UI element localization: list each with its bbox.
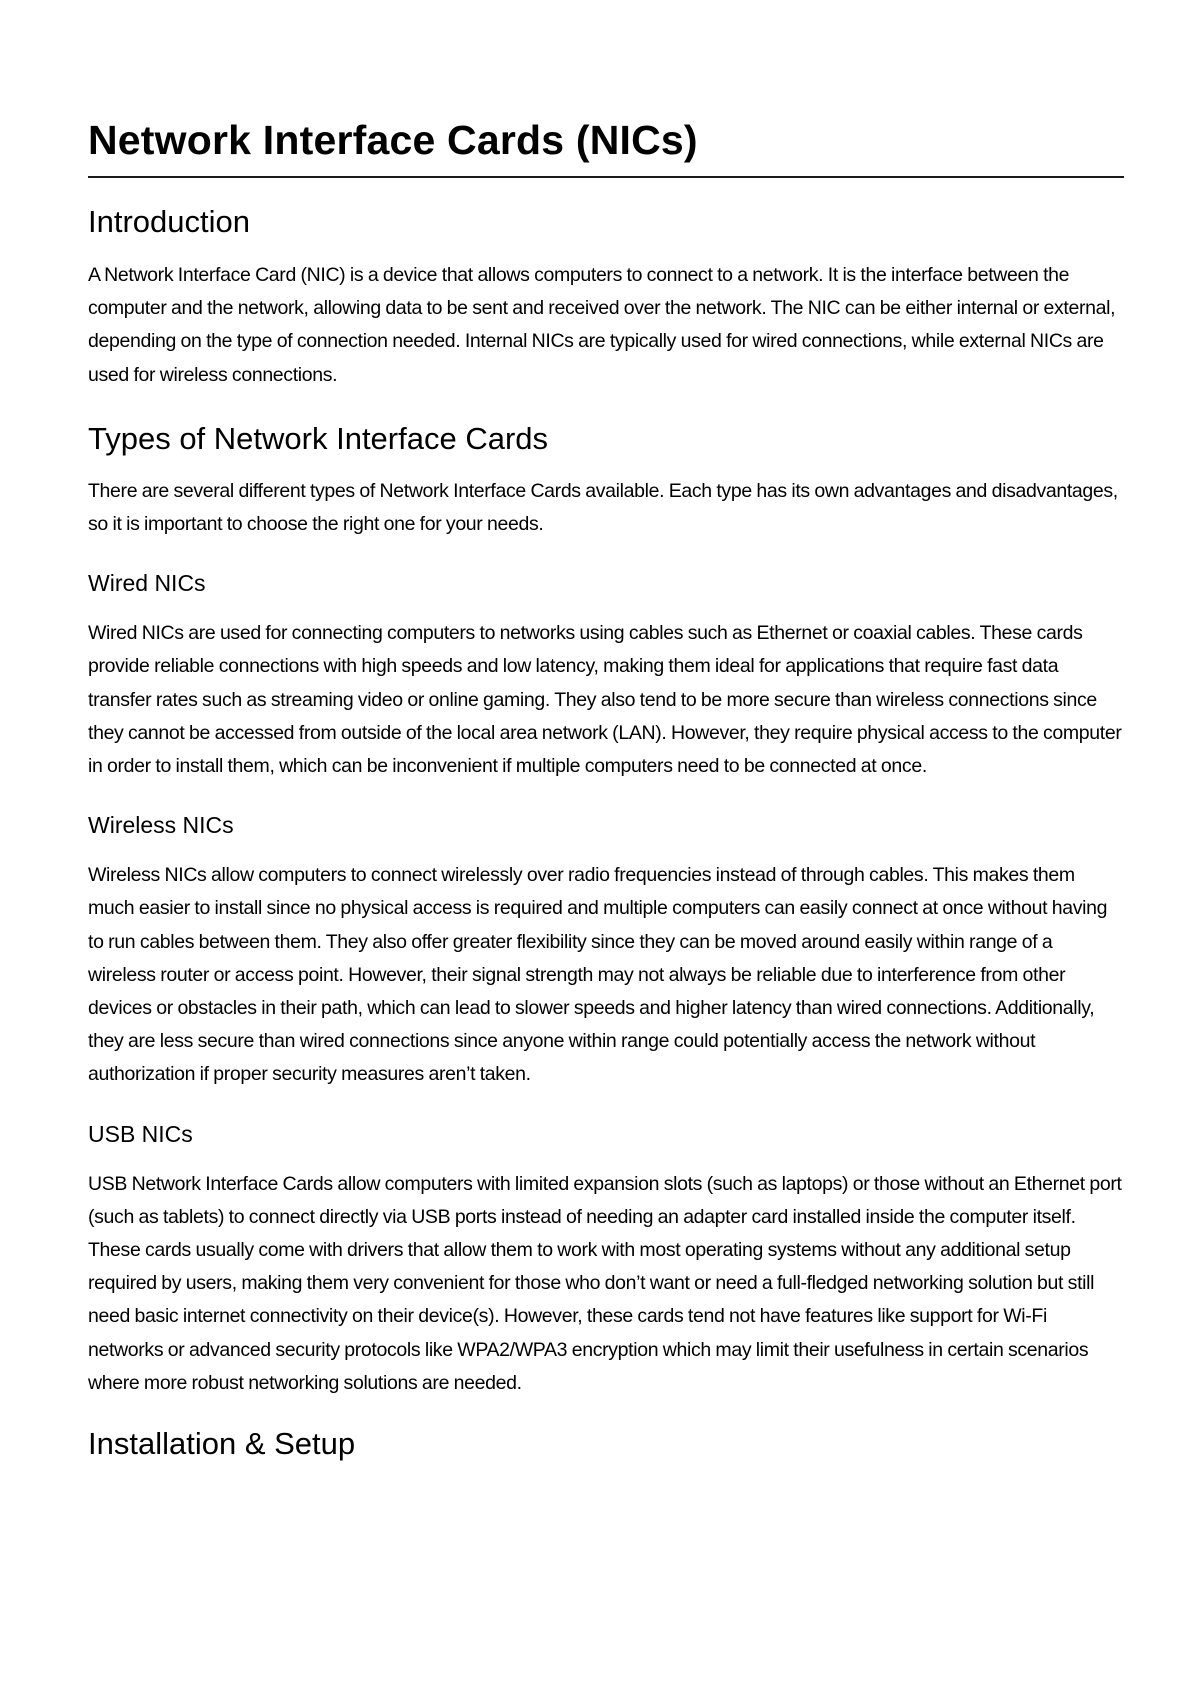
document-title: Network Interface Cards (NICs) [88,112,1124,178]
section-heading-installation: Installation & Setup [88,1426,356,1462]
paragraph-usb: USB Network Interface Cards allow computers with limited expansion slots (such as laptops) or those without an Ethernet port (such as tablets) to connect directly via USB ports instead of needing an adapter card installed inside the computer itself. These cards usually come with drivers that allow them to work with most operating systems without any additional setup required by users, making them very convenient for those who don’t want or need a full-fledged networking solution but still need basic internet connectivity on their device(s). However, these cards tend not have features like support for Wi-Fi networks or advanced security protocols like WPA2/WPA3 encryption which may limit their usefulness in certain scenarios where more robust networking solutions are needed. [88,1172,1122,1394]
paragraph-types: There are several different types of Network Interface Cards available. Each type has its own advantages and disadvantages, so it is important to choose the right one for your needs. [88,479,1118,536]
section-heading-introduction: Introduction [88,204,250,239]
paragraph-wireless: Wireless NICs allow computers to connect wirelessly over radio frequencies instead of through cables. This makes them much easier to install since no physical access is required and multiple computers can easily connect at once without having to run cables between them. They also offer greater flexibility since they can be moved around easily within range of a wireless router or access point. However, their signal strength may not always be reliable due to interference from other devices or obstacles in their path, which can lead to slower speeds and higher latency than wired connections. Additionally, they are less secure than wired connections since anyone within range could potentially access the network without authorization if proper security measures aren’t taken. [88,864,1108,1086]
section-heading-types: Types of Network Interface Cards [88,420,549,456]
paragraph-wired: Wired NICs are used for connecting computers to networks using cables such as Ethernet or coaxial cables. These cards provide reliable connections with high speeds and low latency, making them ideal for applications that require fast data transfer rates such as streaming video or online gaming. They also tend to be more secure than wireless connections since they cannot be accessed from outside of the local area network (LAN). However, they require physical access to the computer in order to install them, which can be inconvenient if multiple computers need to be connected at once. [88,622,1122,778]
subsection-heading-wireless: Wireless NICs [88,812,234,839]
subsection-heading-wired: Wired NICs [88,570,206,597]
subsection-heading-usb: USB NICs [88,1120,193,1147]
paragraph-introduction: A Network Interface Card (NIC) is a device that allows computers to connect to a network. It is the interface between the computer and the network, allowing data to be sent and received over the network. The NIC can be either internal or external, depending on the type of connection needed. Internal NICs are typically used for wired connections, while external NICs are used for wireless connections. [88,264,1116,386]
